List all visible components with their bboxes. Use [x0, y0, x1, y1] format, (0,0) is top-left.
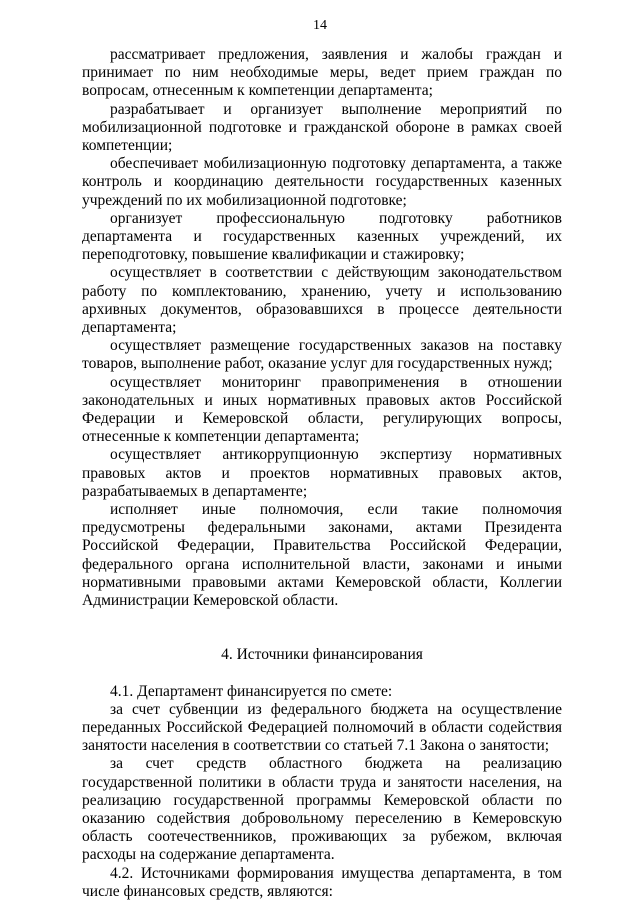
paragraph-citizen-appeals: рассматривает предложения, заявления и жалобы граждан и принимает по ним необходимые меры, ведет прием граждан по вопросам, отнесенным к компетенции департамента; — [82, 46, 562, 100]
paragraph-state-orders: осуществляет размещение государственных заказов на поставку товаров, выполнение работ, оказание услуг для государственных нужд; — [82, 337, 562, 373]
paragraph-law-monitoring: осуществляет мониторинг правоприменения в отношении законодательных и иных нормативных правовых актов Российской Федерации и Кемеровской области, регулирующих вопросы, отнесенные к компетенции департамента; — [82, 373, 562, 446]
paragraph-4-1: 4.1. Департамент финансируется по смете: — [110, 682, 393, 700]
paragraph-archives: осуществляет в соответствии с действующим законодательством работу по комплектованию, хранению, учету и использованию архивных документов, образовавшихся в процессе деятельности департамента; — [82, 264, 562, 337]
paragraph-4-2: 4.2. Источниками формирования имущества департамента, в том числе финансовых средств, являются: — [82, 864, 562, 900]
document-body — [82, 46, 562, 901]
paragraph-anticorruption: осуществляет антикоррупционную экспертизу нормативных правовых актов и проектов нормативных правовых актов, разрабатываемых в департаменте; — [82, 446, 562, 500]
paragraph-regional-budget: за счет средств областного бюджета на реализацию государственной политики в области труда и занятости населения, на реализацию государственной программы Кемеровской области по оказанию содействия добровольному переселению в Кемеровскую область соотечественников, проживающих за рубежом, включая расходы на содержание департамента. — [82, 755, 562, 864]
paragraph-professional-training: организует профессиональную подготовку работников департамента и государственных казенных учреждений, их переподготовку, повышение квалификации и стажировку; — [82, 209, 562, 264]
paragraph-federal-subvention: за счет субвенции из федерального бюджета на осуществление переданных Российской Федерацией полномочий в области содействия занятости населения в соответствии со статьей 7.1 Закона о занятости; — [82, 700, 562, 755]
paragraph-mobilization-preparation: обеспечивает мобилизационную подготовку департамента, а также контроль и координацию деятельности государственных казенных учреждений по их мобилизационной подготовке; — [82, 155, 562, 209]
paragraph-other-powers: исполняет иные полномочия, если такие полномочия предусмотрены федеральными законами, актами Президента Российской Федерации, Правительства Российской Федерации, федерального органа исполнительной власти, законами и иными нормативными правовыми актами Кемеровской области, Коллегии Администрации Кемеровской области. — [82, 501, 562, 610]
page-number: 14 — [313, 18, 327, 33]
paragraph-mobilization-civil-defense: разрабатывает и организует выполнение мероприятий по мобилизационной подготовке и гражданской обороне в рамках своей компетенции; — [82, 100, 562, 155]
section-heading: 4. Источники финансирования — [221, 646, 423, 664]
